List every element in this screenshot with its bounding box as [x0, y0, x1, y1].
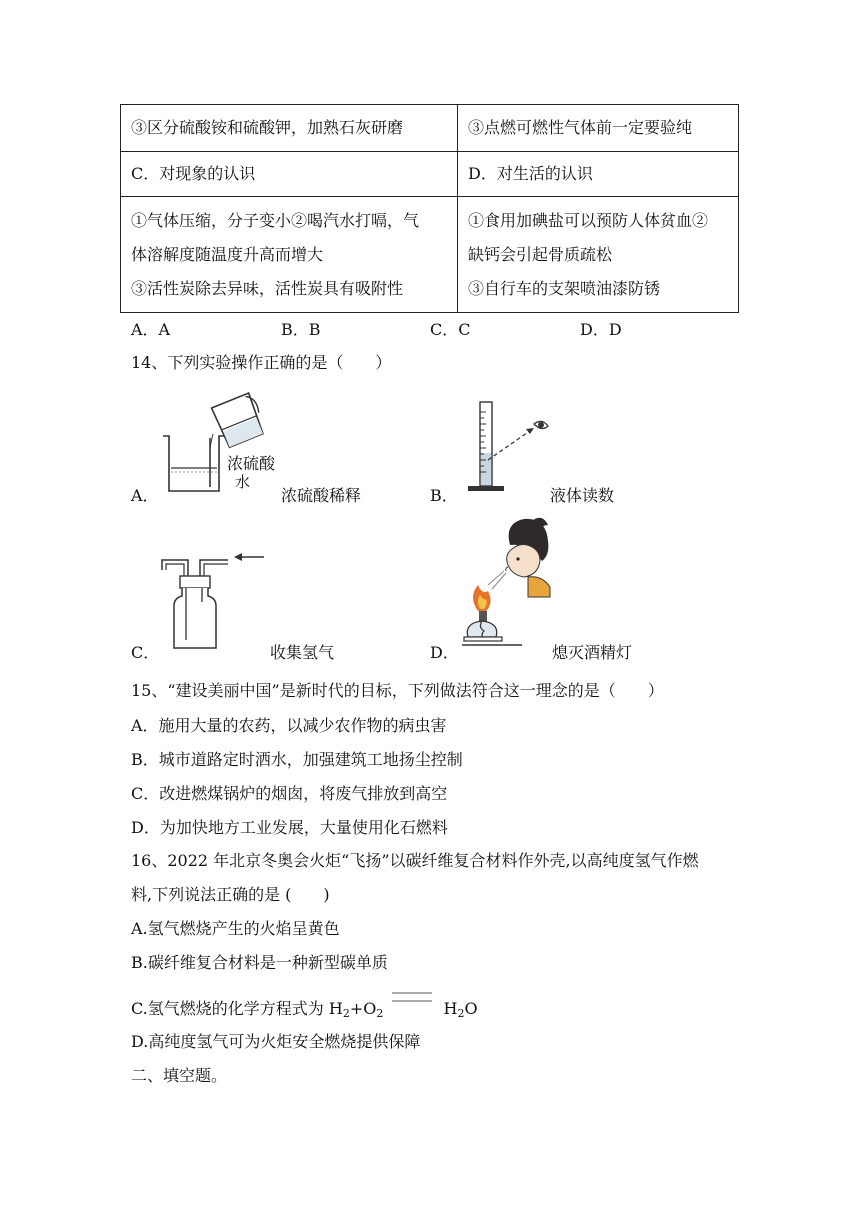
- alcohol-lamp-figure: [462, 515, 562, 655]
- q14-option-d-letter[interactable]: D．: [430, 643, 459, 662]
- gas-bottle-figure: [158, 546, 268, 650]
- q14-option-b-letter[interactable]: B．: [430, 486, 458, 505]
- q15-option-d[interactable]: D．为加快地方工业发展，大量使用化石燃料: [131, 818, 448, 837]
- q16-option-a[interactable]: A.氢气燃烧产生的火焰呈黄色: [131, 919, 340, 938]
- q14-option-d-caption: 熄灭酒精灯: [552, 643, 633, 662]
- q13-table: [120, 104, 739, 313]
- water-label: 水: [235, 473, 251, 491]
- q14-option-c-letter[interactable]: C．: [131, 643, 160, 662]
- q16-c-sub: 2: [342, 1007, 350, 1020]
- q13-c-line: 体溶解度随温度升高而增大: [131, 244, 324, 264]
- q15-option-c[interactable]: C．改进燃煤锅炉的烟囱，将废气排放到高空: [131, 784, 448, 803]
- q13-option-c[interactable]: C．C: [430, 320, 471, 339]
- q15-option-a[interactable]: A．施用大量的农药，以减少农作物的病虫害: [131, 716, 447, 735]
- graduated-cylinder-figure: [462, 398, 562, 494]
- q14-option-a-caption: 浓硫酸稀释: [281, 486, 362, 505]
- q13-cell-b-item3: ③区分硫酸铵和硫酸钾，加熟石灰研磨: [121, 105, 458, 152]
- q13-c-line: ③活性炭除去异味，活性炭具有吸附性: [131, 278, 404, 298]
- q14-option-b-caption: 液体读数: [550, 486, 615, 505]
- reaction-equals-sign: [392, 992, 432, 1002]
- q15-option-b[interactable]: B．城市道路定时洒水，加强建筑工地扬尘控制: [131, 750, 463, 769]
- q16-option-d[interactable]: D.高纯度氢气可为火炬安全燃烧提供保障: [131, 1032, 421, 1051]
- q13-d-line: ①食用加碘盐可以预防人体贫血②: [468, 210, 709, 230]
- q16-c-product: H: [443, 999, 458, 1018]
- q16-c-text: C.氢气燃烧的化学方程式为 H: [131, 999, 343, 1018]
- q13-cell-c-header: C．对现象的认识: [121, 152, 458, 197]
- q13-cell-c-body: [121, 197, 458, 313]
- section-heading: 二、填空题。: [131, 1066, 228, 1085]
- q13-option-a[interactable]: A．A: [131, 320, 171, 339]
- q16-option-b[interactable]: B.碳纤维复合材料是一种新型碳单质: [131, 953, 388, 972]
- q13-option-b[interactable]: B．B: [281, 320, 321, 339]
- q16-stem-line-1: 16、2022 年北京冬奥会火炬“飞扬”以碳纤维复合材料作外壳,以高纯度氢气作燃: [131, 851, 699, 870]
- q15-stem: 15、“建设美丽中国”是新时代的目标，下列做法符合这一理念的是（ ）: [131, 681, 664, 700]
- q14-stem: 14、下列实验操作正确的是（ ）: [131, 353, 392, 372]
- q13-cell-d-body: [458, 197, 739, 313]
- q16-c-end: O: [464, 999, 478, 1018]
- q14-option-c-caption: 收集氢气: [270, 643, 335, 662]
- q16-c-sub: 2: [376, 1007, 384, 1020]
- q13-d-line: 缺钙会引起骨质疏松: [468, 244, 613, 264]
- acid-label: 浓硫酸: [227, 454, 276, 473]
- dilution-figure: [155, 388, 285, 498]
- q13-cell-d-item3: ③点燃可燃性气体前一定要验纯: [458, 105, 739, 152]
- q14-option-a-letter[interactable]: A．: [131, 486, 159, 505]
- q16-c-sub: 2: [457, 1007, 465, 1020]
- q13-d-line: ③自行车的支架喷油漆防锈: [468, 278, 661, 298]
- q13-option-d[interactable]: D．D: [580, 320, 622, 339]
- q16-stem-line-2: 料,下列说法正确的是 ( ): [131, 885, 330, 904]
- q16-c-mid: +O: [349, 999, 377, 1018]
- q16-option-c[interactable]: [131, 992, 478, 1020]
- q13-c-line: ①气体压缩，分子变小②喝汽水打嗝，气: [131, 210, 420, 230]
- q13-cell-d-header: D．对生活的认识: [458, 152, 739, 197]
